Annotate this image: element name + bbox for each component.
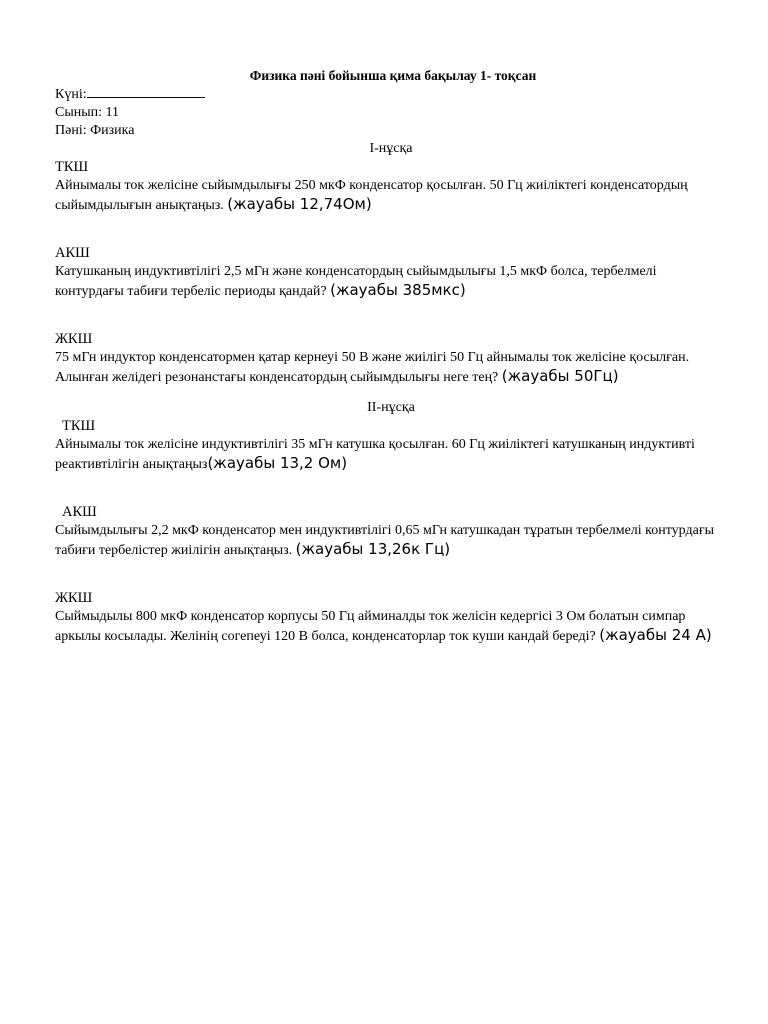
task-text: Сыйымдылығы 2,2 мкФ конденсатор мен индуктивтілігі 0,65 мГн катушкадан тұратын тербелмелі контурдағы табиғи тербелістер жиілігін анықтаңыз. (55, 523, 714, 558)
document-page (55, 66, 727, 646)
task-text: Катушканың индуктивтілігі 2,5 мГн және конденсатордың сыйымдылығы 1,5 мкФ болса, тербелмелі контурдағы табиғи тербеліс периоды қандай? (55, 264, 657, 299)
variant-1-task-2 (55, 262, 727, 301)
spacer (55, 560, 727, 589)
subject-label: Пәні: Физика (55, 123, 135, 138)
task-answer: (жауабы 13,2 Ом) (207, 454, 348, 472)
variant-2-task-1-level: ТКШ (62, 418, 96, 434)
task-text: Айнымалы ток желісіне индуктивтілігі 35 мГн катушка қосылған. 60 Гц жиіліктегі катушканың индуктивті реактивтілігін анықтаңыз (55, 437, 695, 472)
variant-1-task-2-level: АКШ (55, 245, 90, 261)
variant-1-task-1-level: ТКШ (55, 159, 89, 175)
task-text: Сыймыдылы 800 мкФ конденсатор корпусы 50 Гц айминалды ток желісін кедергісі 3 Ом болатын симпар аркылы косылады. Желінің согепеуі 120 В болса, конденсаторлар ток куши кандай береді? (55, 609, 686, 644)
variant-2-task-3-level: ЖКШ (55, 590, 93, 606)
task-answer: (жауабы 385мкс) (330, 281, 466, 299)
spacer (55, 387, 727, 399)
date-label: Күні: (55, 87, 87, 102)
variant-2-task-2-level: АКШ (62, 504, 97, 520)
task-text: Айнымалы ток желісіне сыйымдылығы 250 мкФ конденсатор қосылған. 50 Гц жиіліктегі конденсатордың сыйымдылығын анықтаңыз. (55, 178, 688, 213)
variant-2-task-1 (55, 435, 727, 474)
variant-1-label: I-нұсқа (369, 141, 413, 156)
spacer (55, 474, 727, 503)
variant-2-task-3 (55, 607, 727, 646)
task-answer: (жауабы 50Гц) (501, 367, 619, 385)
variant-1-task-1 (55, 176, 727, 215)
variant-2-label: II-нұсқа (367, 400, 415, 415)
class-label: Сынып: 11 (55, 105, 120, 120)
date-line (55, 86, 727, 104)
variant-1-task-3 (55, 348, 727, 387)
spacer (55, 215, 727, 244)
task-answer: (жауабы 12,74Ом) (227, 195, 372, 213)
document-title: Физика пәні бойынша қима бақылау 1- тоқсан (249, 68, 537, 83)
task-answer: (жауабы 24 А) (599, 626, 712, 644)
task-answer: (жауабы 13,26к Гц) (295, 540, 451, 558)
spacer (55, 301, 727, 330)
task-text: 75 мГн индуктор конденсатормен қатар кернеуі 50 В және жиілігі 50 Гц айнымалы ток желісіне қосылған. Алынған желідегі резонанстағы конденсатордың сыйымдылығы неге тең? (55, 350, 690, 385)
variant-1-task-3-level: ЖКШ (55, 331, 93, 347)
variant-2-task-2 (55, 521, 727, 560)
date-underline (87, 86, 205, 98)
